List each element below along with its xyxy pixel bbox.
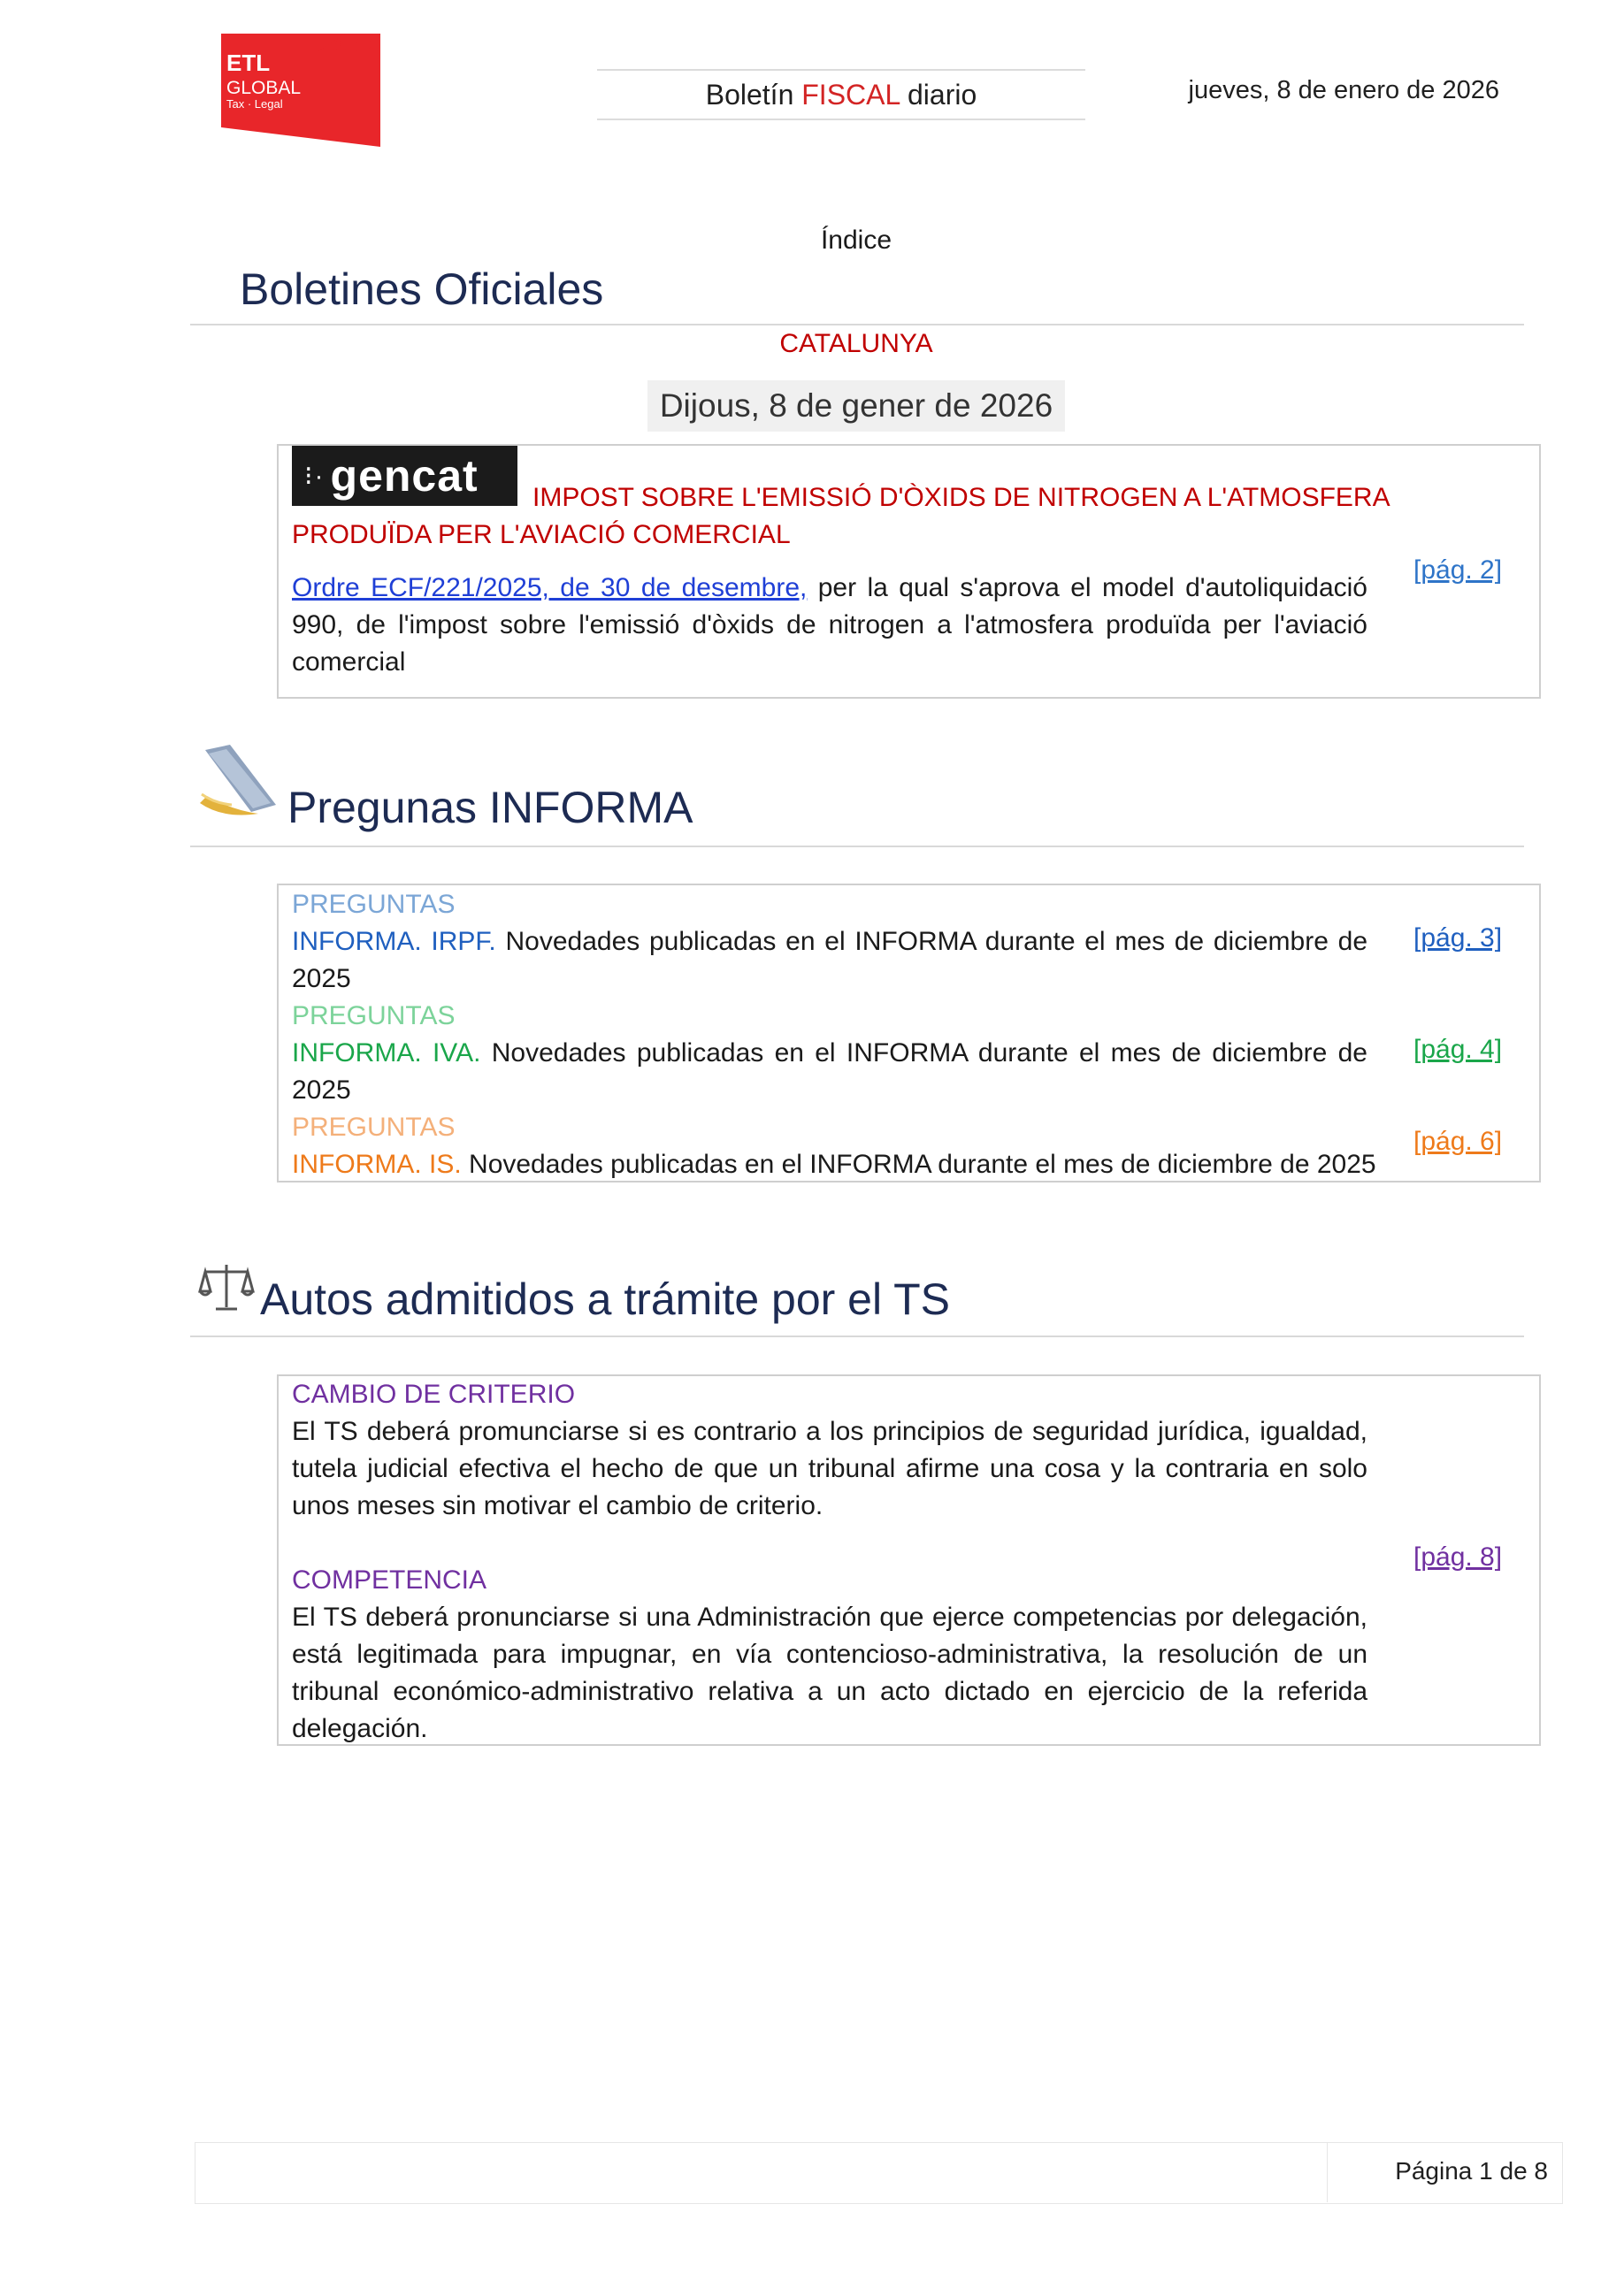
footer-divider	[1327, 2142, 1328, 2202]
ordre-link[interactable]: Ordre ECF/221/2025, de 30 de desembre,	[292, 573, 808, 602]
section-divider	[190, 846, 1524, 847]
header-title-box	[597, 69, 1085, 120]
date-banner: Dijous, 8 de gener de 2026	[647, 380, 1065, 432]
informa-label: INFORMA. IVA.	[292, 1038, 481, 1068]
section-title-boletines: Boletines Oficiales	[240, 264, 604, 314]
entry-heading-line1: IMPOST SOBRE L'EMISSIÓ D'ÒXIDS DE NITROGEN A L'ATMOSFERA	[532, 483, 1390, 512]
informa-label: INFORMA. IRPF.	[292, 927, 496, 956]
auto-heading: COMPETENCIA	[292, 1565, 487, 1595]
footer-box	[195, 2142, 1563, 2204]
entry-text-line3: comercial	[292, 647, 406, 677]
informa-label: INFORMA. IS.	[292, 1150, 462, 1179]
auto-text-line: tutela judicial efectiva el hecho de que un tribunal afirme una cosa y la contraria en solo	[292, 1454, 1367, 1483]
section-divider	[190, 324, 1524, 325]
entry-text-line1: Ordre ECF/221/2025, de 30 de desembre, per la qual s'aprova el model d'autoliquidació	[292, 573, 1367, 602]
section-title-autos: Autos admitidos a trámite por el TS	[260, 1274, 950, 1324]
informa-item-is: INFORMA. IS. Novedades publicadas en el INFORMA durante el mes de diciembre de 2025	[292, 1150, 1376, 1179]
auto-text-line: delegación.	[292, 1714, 428, 1743]
informa-item-iva: INFORMA. IVA. Novedades publicadas en el INFORMA durante el mes de diciembre de	[292, 1038, 1367, 1068]
header-title: Boletín FISCAL diario	[705, 79, 977, 111]
logo-sub: Tax · Legal	[226, 97, 283, 111]
entry-heading-line2: PRODUÏDA PER L'AVIACIÓ COMERCIAL	[292, 520, 791, 549]
informa-kicker: PREGUNTAS	[292, 1001, 456, 1030]
auto-text-line: unos meses sin motivar el cambio de criterio.	[292, 1491, 823, 1520]
region-label: CATALUNYA	[779, 329, 933, 358]
page-ref-link[interactable]: [pág. 3]	[1413, 923, 1503, 953]
etl-global-logo	[221, 34, 385, 147]
agencia-tributaria-icon	[196, 741, 285, 823]
page-ref-link[interactable]: [pág. 6]	[1413, 1127, 1503, 1156]
gencat-dots-icon: ⁝·	[304, 461, 326, 491]
gencat-logo: ⁝· gencat	[292, 446, 517, 506]
svg-text:ETL: ETL	[226, 50, 271, 76]
page-ref-link[interactable]: [pág. 8]	[1413, 1542, 1503, 1572]
auto-text-line: está legitimada para impugnar, en vía contencioso-administrativa, la resolución de un	[292, 1640, 1367, 1669]
page-ref-link[interactable]: [pág. 4]	[1413, 1035, 1503, 1064]
informa-kicker: PREGUNTAS	[292, 1113, 456, 1142]
scales-icon	[198, 1259, 255, 1316]
logo-badge: ADD	[333, 34, 375, 56]
informa-item-irpf: INFORMA. IRPF. Novedades publicadas en el INFORMA durante el mes de diciembre de	[292, 927, 1368, 956]
page-number: Página 1 de 8	[1395, 2157, 1548, 2185]
auto-text-line: El TS deberá pronunciarse si una Administración que ejerce competencias por delegación,	[292, 1603, 1367, 1632]
auto-text-line: El TS deberá promunciarse si es contrario a los principios de seguridad jurídica, igualdad,	[292, 1417, 1367, 1446]
informa-item-line2: 2025	[292, 1075, 351, 1105]
index-label: Índice	[820, 226, 892, 255]
informa-item-line2: 2025	[292, 964, 351, 993]
header-title-accent: FISCAL	[801, 79, 900, 111]
auto-heading: CAMBIO DE CRITERIO	[292, 1380, 576, 1409]
informa-kicker: PREGUNTAS	[292, 890, 456, 919]
section-divider	[190, 1336, 1524, 1337]
entry-text-line2: 990, de l'impost sobre l'emissió d'òxids de nitrogen a l'atmosfera produïda per l'aviació	[292, 610, 1367, 639]
page-ref-link[interactable]: [pág. 2]	[1413, 555, 1503, 585]
svg-text:GLOBAL: GLOBAL	[226, 78, 302, 98]
section-title-informa: Pregunas INFORMA	[287, 783, 693, 832]
auto-text-line: tribunal económico-administrativo relativa a un acto dictado en ejercicio de la referida	[292, 1677, 1367, 1706]
header-date: jueves, 8 de enero de 2026	[1188, 76, 1499, 104]
